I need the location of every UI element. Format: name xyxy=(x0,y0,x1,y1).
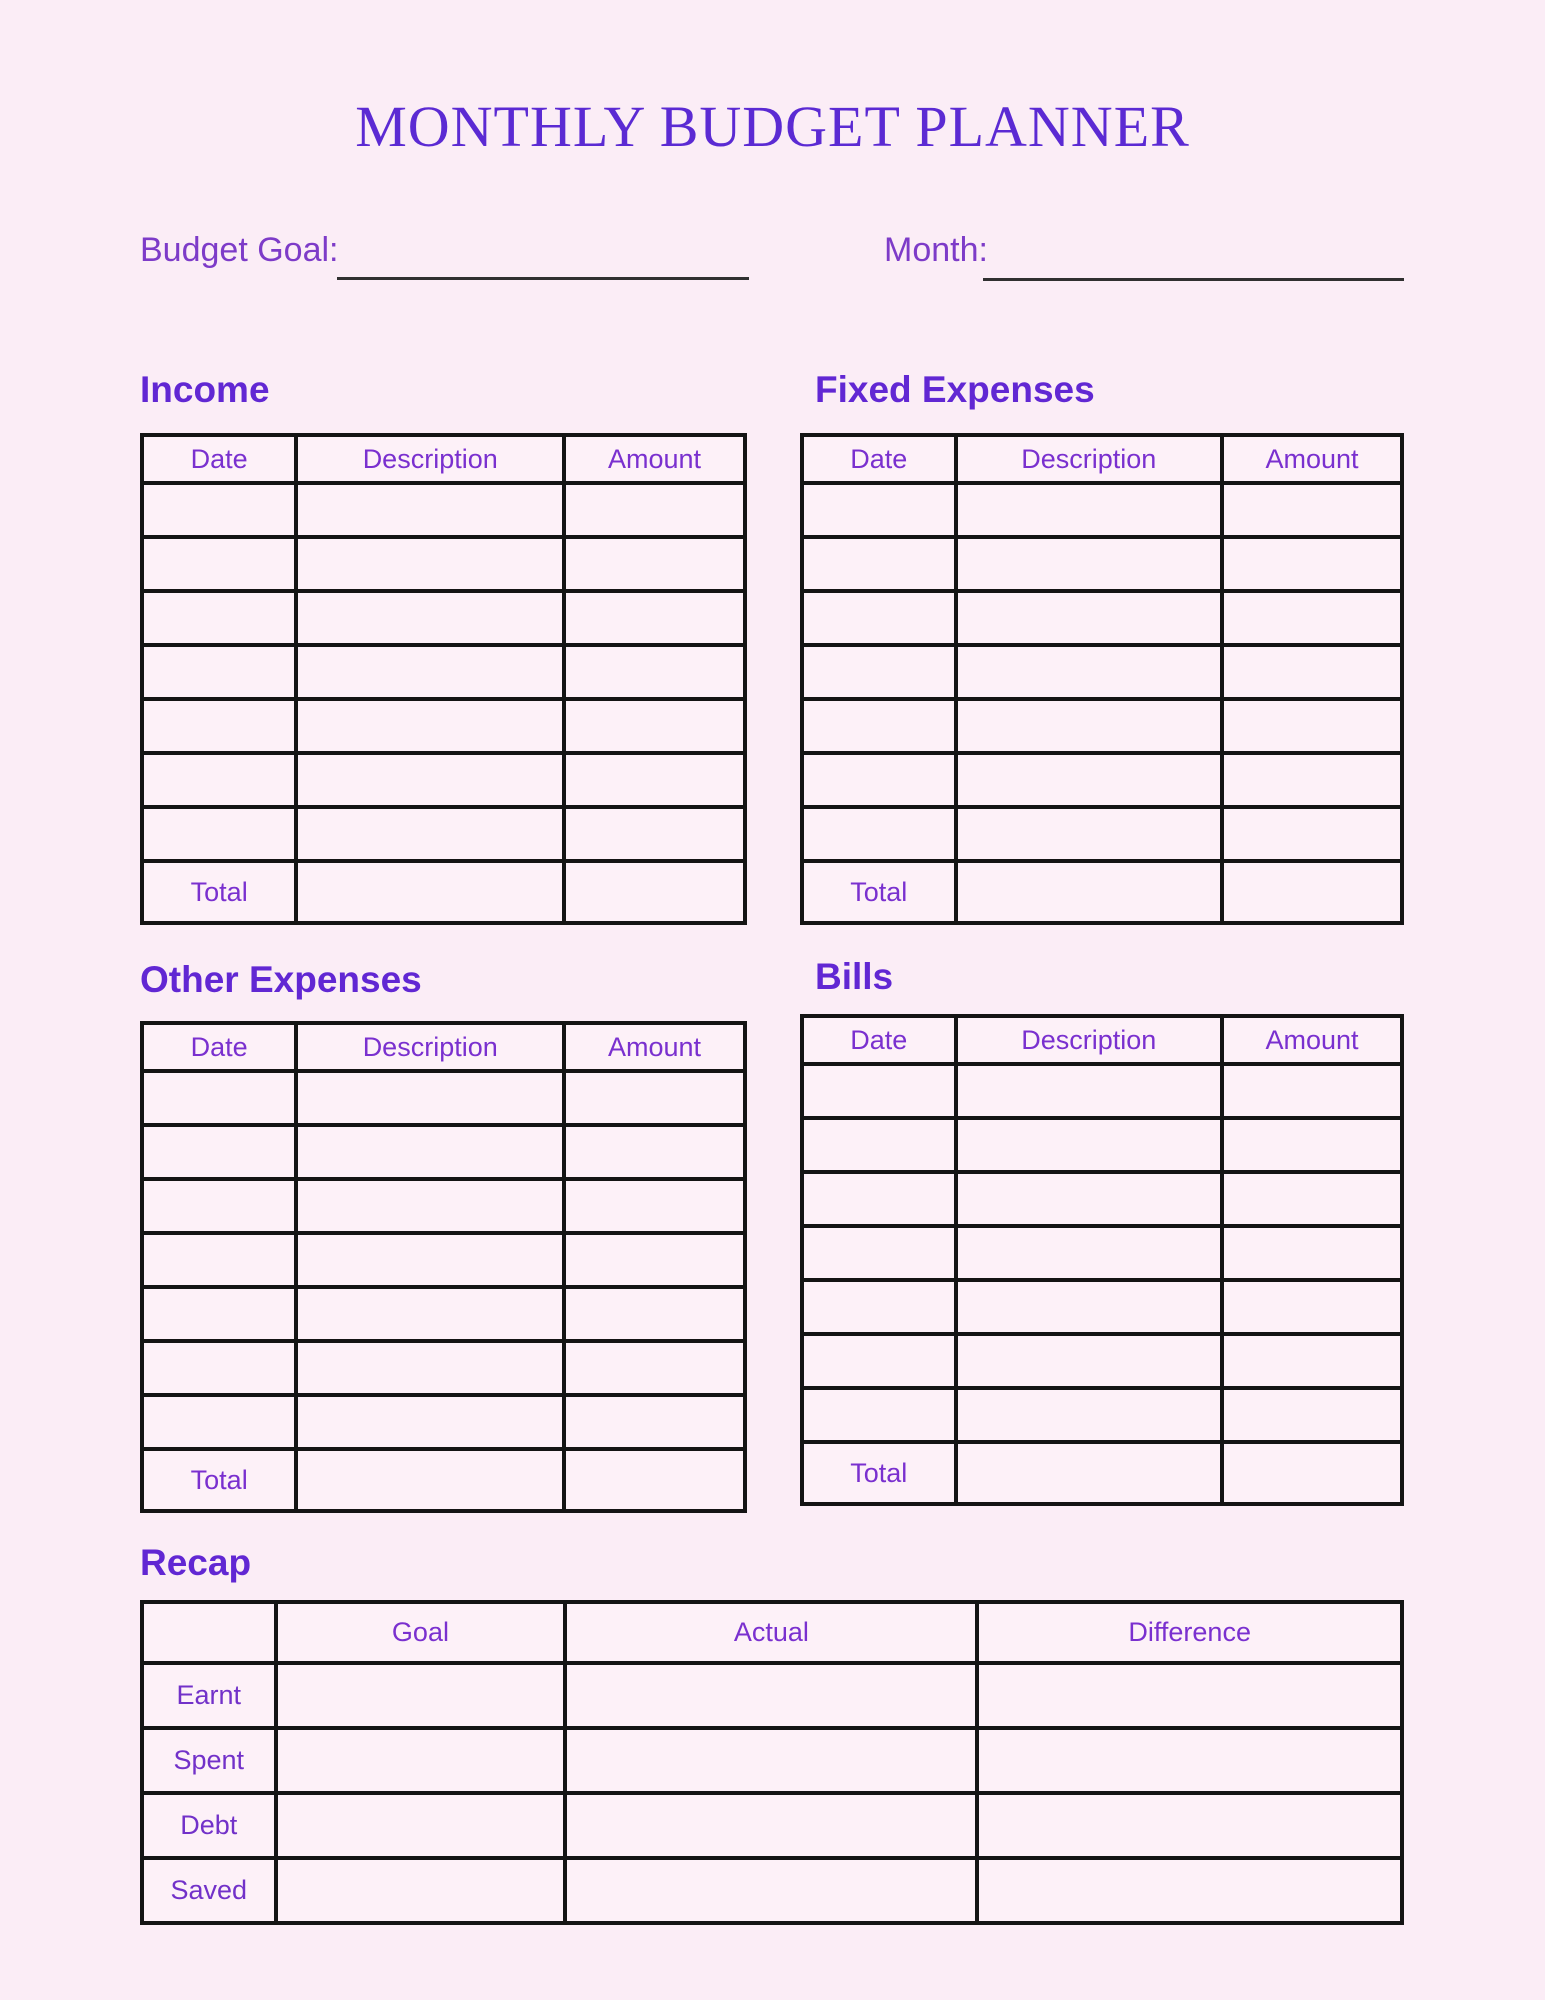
empty-cell[interactable] xyxy=(956,537,1222,591)
empty-cell[interactable] xyxy=(564,591,745,645)
bills-col-amount: Amount xyxy=(1222,1016,1402,1064)
empty-cell[interactable] xyxy=(296,1125,564,1179)
fixed-expenses-heading: Fixed Expenses xyxy=(815,369,1095,410)
empty-cell[interactable] xyxy=(1222,1226,1402,1280)
empty-cell[interactable] xyxy=(802,753,956,807)
empty-cell[interactable] xyxy=(564,699,745,753)
empty-row xyxy=(802,1172,1402,1226)
empty-row xyxy=(142,1233,745,1287)
recap-cell-earnt-goal[interactable] xyxy=(276,1663,566,1728)
income-table xyxy=(140,433,747,925)
recap-cell-spent-actual[interactable] xyxy=(565,1728,977,1793)
empty-cell[interactable] xyxy=(1222,1388,1402,1442)
empty-cell[interactable] xyxy=(956,1118,1222,1172)
empty-row xyxy=(142,537,745,591)
fixed-expenses-total-row xyxy=(802,861,1402,923)
income-col-date: Date xyxy=(142,435,296,483)
other-expenses-header-row xyxy=(142,1023,745,1071)
fixed-expenses-total-description-cell[interactable] xyxy=(956,861,1222,923)
recap-cell-saved-actual[interactable] xyxy=(565,1858,977,1923)
empty-cell[interactable] xyxy=(802,1064,956,1118)
empty-cell[interactable] xyxy=(142,1287,296,1341)
fixed-expenses-table-container xyxy=(800,433,1404,925)
empty-cell[interactable] xyxy=(564,1233,745,1287)
empty-cell[interactable] xyxy=(956,483,1222,537)
empty-cell[interactable] xyxy=(564,537,745,591)
other-expenses-total-description-cell[interactable] xyxy=(296,1449,564,1511)
empty-cell[interactable] xyxy=(142,591,296,645)
empty-cell[interactable] xyxy=(296,699,564,753)
bills-total-description-cell[interactable] xyxy=(956,1442,1222,1504)
other-expenses-total-amount-cell[interactable] xyxy=(564,1449,745,1511)
recap-cell-saved-goal[interactable] xyxy=(276,1858,566,1923)
empty-cell[interactable] xyxy=(802,1388,956,1442)
income-total-row xyxy=(142,861,745,923)
page-title: MONTHLY BUDGET PLANNER xyxy=(355,94,1190,159)
empty-cell[interactable] xyxy=(956,1388,1222,1442)
recap-corner-cell xyxy=(142,1602,276,1663)
recap-cell-earnt-difference[interactable] xyxy=(977,1663,1402,1728)
empty-cell[interactable] xyxy=(1222,1118,1402,1172)
empty-cell[interactable] xyxy=(296,1341,564,1395)
empty-cell[interactable] xyxy=(1222,537,1402,591)
recap-table xyxy=(140,1600,1404,1925)
empty-row xyxy=(142,591,745,645)
bills-table xyxy=(800,1014,1404,1506)
empty-cell[interactable] xyxy=(142,645,296,699)
other-expenses-total-label: Total xyxy=(142,1449,296,1511)
month-input-line[interactable] xyxy=(983,278,1404,281)
empty-cell[interactable] xyxy=(142,1341,296,1395)
bills-col-description: Description xyxy=(956,1016,1222,1064)
empty-row xyxy=(802,645,1402,699)
empty-row xyxy=(142,699,745,753)
empty-cell[interactable] xyxy=(142,483,296,537)
empty-cell[interactable] xyxy=(296,807,564,861)
other-expenses-table-container xyxy=(140,1021,747,1513)
empty-cell[interactable] xyxy=(802,591,956,645)
empty-row xyxy=(142,1395,745,1449)
empty-cell[interactable] xyxy=(802,537,956,591)
recap-col-difference: Difference xyxy=(977,1602,1402,1663)
fixed-expenses-col-amount: Amount xyxy=(1222,435,1402,483)
budget-goal-label: Budget Goal: xyxy=(140,231,339,269)
empty-cell[interactable] xyxy=(956,753,1222,807)
empty-row xyxy=(802,1388,1402,1442)
empty-row xyxy=(142,807,745,861)
empty-cell[interactable] xyxy=(296,1287,564,1341)
recap-row-label-debt: Debt xyxy=(142,1793,276,1858)
bills-col-date: Date xyxy=(802,1016,956,1064)
empty-cell[interactable] xyxy=(956,1280,1222,1334)
empty-cell[interactable] xyxy=(564,807,745,861)
fixed-expenses-header-row xyxy=(802,435,1402,483)
empty-cell[interactable] xyxy=(956,645,1222,699)
empty-cell[interactable] xyxy=(956,591,1222,645)
empty-row xyxy=(802,1334,1402,1388)
recap-row-spent xyxy=(142,1728,1402,1793)
other-expenses-col-date: Date xyxy=(142,1023,296,1071)
income-col-amount: Amount xyxy=(564,435,745,483)
income-heading: Income xyxy=(140,369,270,410)
fixed-expenses-col-date: Date xyxy=(802,435,956,483)
fixed-expenses-total-amount-cell[interactable] xyxy=(1222,861,1402,923)
empty-cell[interactable] xyxy=(296,1233,564,1287)
empty-cell[interactable] xyxy=(802,1226,956,1280)
recap-cell-spent-difference[interactable] xyxy=(977,1728,1402,1793)
empty-cell[interactable] xyxy=(802,645,956,699)
other-expenses-heading: Other Expenses xyxy=(140,959,422,1000)
income-total-description-cell[interactable] xyxy=(296,861,564,923)
empty-row xyxy=(802,1118,1402,1172)
income-col-description: Description xyxy=(296,435,564,483)
empty-cell[interactable] xyxy=(564,753,745,807)
income-total-amount-cell[interactable] xyxy=(564,861,745,923)
recap-row-debt xyxy=(142,1793,1402,1858)
empty-cell[interactable] xyxy=(564,483,745,537)
empty-cell[interactable] xyxy=(564,1179,745,1233)
empty-cell[interactable] xyxy=(1222,807,1402,861)
month-label: Month: xyxy=(884,231,988,269)
empty-cell[interactable] xyxy=(802,1334,956,1388)
empty-cell[interactable] xyxy=(956,699,1222,753)
other-expenses-total-row xyxy=(142,1449,745,1511)
other-expenses-table xyxy=(140,1021,747,1513)
income-table-container xyxy=(140,433,747,925)
recap-cell-spent-goal[interactable] xyxy=(276,1728,566,1793)
empty-cell[interactable] xyxy=(142,1071,296,1125)
empty-row xyxy=(142,645,745,699)
empty-cell[interactable] xyxy=(142,1233,296,1287)
empty-cell[interactable] xyxy=(142,807,296,861)
recap-row-label-spent: Spent xyxy=(142,1728,276,1793)
empty-cell[interactable] xyxy=(564,1071,745,1125)
empty-cell[interactable] xyxy=(296,1179,564,1233)
empty-cell[interactable] xyxy=(1222,1172,1402,1226)
recap-heading: Recap xyxy=(140,1542,252,1583)
empty-cell[interactable] xyxy=(1222,1334,1402,1388)
empty-cell[interactable] xyxy=(142,1395,296,1449)
budget-goal-input-line[interactable] xyxy=(337,277,749,280)
empty-cell[interactable] xyxy=(956,807,1222,861)
recap-row-label-earnt: Earnt xyxy=(142,1663,276,1728)
recap-header-row xyxy=(142,1602,1402,1663)
recap-row-earnt xyxy=(142,1663,1402,1728)
empty-row xyxy=(142,1125,745,1179)
empty-cell[interactable] xyxy=(296,591,564,645)
recap-cell-debt-actual[interactable] xyxy=(565,1793,977,1858)
empty-cell[interactable] xyxy=(296,1395,564,1449)
empty-cell[interactable] xyxy=(296,645,564,699)
other-expenses-col-amount: Amount xyxy=(564,1023,745,1071)
empty-cell[interactable] xyxy=(802,1280,956,1334)
empty-cell[interactable] xyxy=(1222,591,1402,645)
recap-col-goal: Goal xyxy=(276,1602,566,1663)
empty-cell[interactable] xyxy=(142,537,296,591)
empty-cell[interactable] xyxy=(802,1172,956,1226)
empty-row xyxy=(802,753,1402,807)
empty-row xyxy=(142,1287,745,1341)
empty-cell[interactable] xyxy=(142,753,296,807)
empty-cell[interactable] xyxy=(1222,483,1402,537)
bills-heading: Bills xyxy=(815,956,894,997)
empty-cell[interactable] xyxy=(142,1179,296,1233)
recap-cell-debt-difference[interactable] xyxy=(977,1793,1402,1858)
recap-row-saved xyxy=(142,1858,1402,1923)
bills-table-container xyxy=(800,1014,1404,1506)
empty-cell[interactable] xyxy=(142,1125,296,1179)
recap-cell-earnt-actual[interactable] xyxy=(565,1663,977,1728)
bills-header-row xyxy=(802,1016,1402,1064)
empty-cell[interactable] xyxy=(802,699,956,753)
empty-cell[interactable] xyxy=(956,1226,1222,1280)
empty-cell[interactable] xyxy=(802,1118,956,1172)
recap-row-label-saved: Saved xyxy=(142,1858,276,1923)
empty-row xyxy=(802,699,1402,753)
empty-cell[interactable] xyxy=(564,1125,745,1179)
empty-cell[interactable] xyxy=(142,699,296,753)
empty-cell[interactable] xyxy=(1222,1280,1402,1334)
empty-row xyxy=(802,591,1402,645)
empty-cell[interactable] xyxy=(1222,699,1402,753)
empty-cell[interactable] xyxy=(802,483,956,537)
fixed-expenses-col-description: Description xyxy=(956,435,1222,483)
empty-row xyxy=(142,1179,745,1233)
bills-total-row xyxy=(802,1442,1402,1504)
empty-cell[interactable] xyxy=(802,807,956,861)
empty-cell[interactable] xyxy=(564,1287,745,1341)
empty-row xyxy=(802,1280,1402,1334)
empty-cell[interactable] xyxy=(956,1334,1222,1388)
empty-cell[interactable] xyxy=(1222,645,1402,699)
empty-row xyxy=(802,1064,1402,1118)
empty-row xyxy=(142,1341,745,1395)
recap-table-container xyxy=(140,1600,1404,1925)
empty-row xyxy=(802,483,1402,537)
fixed-expenses-table xyxy=(800,433,1404,925)
empty-row xyxy=(142,753,745,807)
empty-cell[interactable] xyxy=(956,1064,1222,1118)
empty-row xyxy=(802,537,1402,591)
empty-cell[interactable] xyxy=(1222,753,1402,807)
empty-cell[interactable] xyxy=(564,645,745,699)
empty-cell[interactable] xyxy=(296,1071,564,1125)
empty-cell[interactable] xyxy=(1222,1064,1402,1118)
recap-cell-saved-difference[interactable] xyxy=(977,1858,1402,1923)
empty-cell[interactable] xyxy=(296,537,564,591)
other-expenses-col-description: Description xyxy=(296,1023,564,1071)
income-total-label: Total xyxy=(142,861,296,923)
empty-row xyxy=(802,1226,1402,1280)
bills-total-label: Total xyxy=(802,1442,956,1504)
empty-cell[interactable] xyxy=(564,1341,745,1395)
bills-total-amount-cell[interactable] xyxy=(1222,1442,1402,1504)
recap-col-actual: Actual xyxy=(565,1602,977,1663)
empty-row xyxy=(142,483,745,537)
income-header-row xyxy=(142,435,745,483)
recap-cell-debt-goal[interactable] xyxy=(276,1793,566,1858)
empty-row xyxy=(802,807,1402,861)
empty-cell[interactable] xyxy=(564,1395,745,1449)
empty-cell[interactable] xyxy=(956,1172,1222,1226)
empty-cell[interactable] xyxy=(296,483,564,537)
empty-cell[interactable] xyxy=(296,753,564,807)
fixed-expenses-total-label: Total xyxy=(802,861,956,923)
empty-row xyxy=(142,1071,745,1125)
